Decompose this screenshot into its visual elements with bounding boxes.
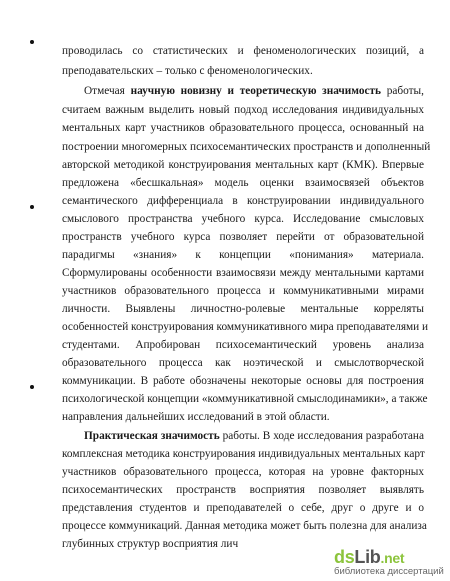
text-line: особенностей конструирования коммуникативного мира преподавателями и <box>62 321 429 333</box>
margin-bullet <box>30 40 34 44</box>
dslib-subtitle: библиотека диссертаций <box>334 566 444 577</box>
text-line: Сформулированы особенности взаимосвязи между ментальными картами <box>62 267 424 279</box>
margin-bullet <box>30 385 34 389</box>
section-heading-novelty: научную новизну и теоретическую значимость <box>130 85 382 97</box>
text-line: построении многомерных психосемантических пространств и дополненный <box>62 141 431 153</box>
margin-bullet <box>30 205 34 209</box>
text-line: предложена «бесшкальная» модель оценки взаимосвязей объектов <box>62 177 424 189</box>
text-line: комплексная методика конструирования индивидуальных ментальных карт <box>62 448 425 460</box>
text-line: смыслового пространства учебного курса. Исследование смысловых <box>62 213 424 225</box>
text-line: образовательного процесса как ноэтической и смыслотворческой <box>62 357 424 369</box>
text-line: парадигмы «знания» к концепции «понимания» материала. <box>62 249 424 261</box>
text-line: направления дальнейших исследований в этой области. <box>62 411 330 423</box>
dslib-watermark[interactable] <box>330 545 448 579</box>
text-line: считаем важным выделить новый подход исследования индивидуальных <box>62 104 424 116</box>
dslib-logo: dsLib.net <box>334 547 405 567</box>
text-line: психосемантических пространств восприятия позволяет выявлять <box>62 484 424 496</box>
text-line: авторской методикой конструирования ментальных карт (КМК). Впервые <box>62 159 424 171</box>
text-line: студентами. Апробирован психосемантический уровень анализа <box>62 339 424 351</box>
text-line: участников образовательного процесса, которая на уровне факторных <box>62 466 424 478</box>
text-line: проводилась со статистических и феноменологических позиций, а <box>62 45 424 57</box>
text-line: личности. Выявлены личностно-ролевые ментальные корреляты <box>62 303 424 315</box>
text-line: Отмечая научную новизну и теоретическую значимость работы, <box>84 85 424 97</box>
text-line: коммуникации. В работе обозначены некоторые основы для построения <box>62 375 424 387</box>
text-line: глубинных структур восприятия лич <box>62 538 239 550</box>
text-line: процессе коммуникаций. Данная методика может быть полезна для анализа <box>62 520 427 532</box>
text-line: семантического дифференциала в конструировании индивидуального <box>62 195 424 207</box>
text-line: преподавательских – только с феноменологических. <box>62 65 313 77</box>
text-line: участников образовательного процесса и коммуникативными мирами <box>62 285 424 297</box>
text-line: пространств учебного курса позволяет перейти от образовательной <box>62 231 424 243</box>
text-line: Практическая значимость работы. В ходе исследования разработана <box>84 430 424 442</box>
section-heading-practical: Практическая значимость <box>84 430 220 442</box>
text-line: ментальных карт участников образовательного процесса, основанный на <box>62 122 424 134</box>
text-line: психологической концепции «коммуникативной смыслодинамики», а также <box>62 393 428 405</box>
text-line: представления студентов и преподавателей о себе, друг о друге и о <box>62 502 424 514</box>
